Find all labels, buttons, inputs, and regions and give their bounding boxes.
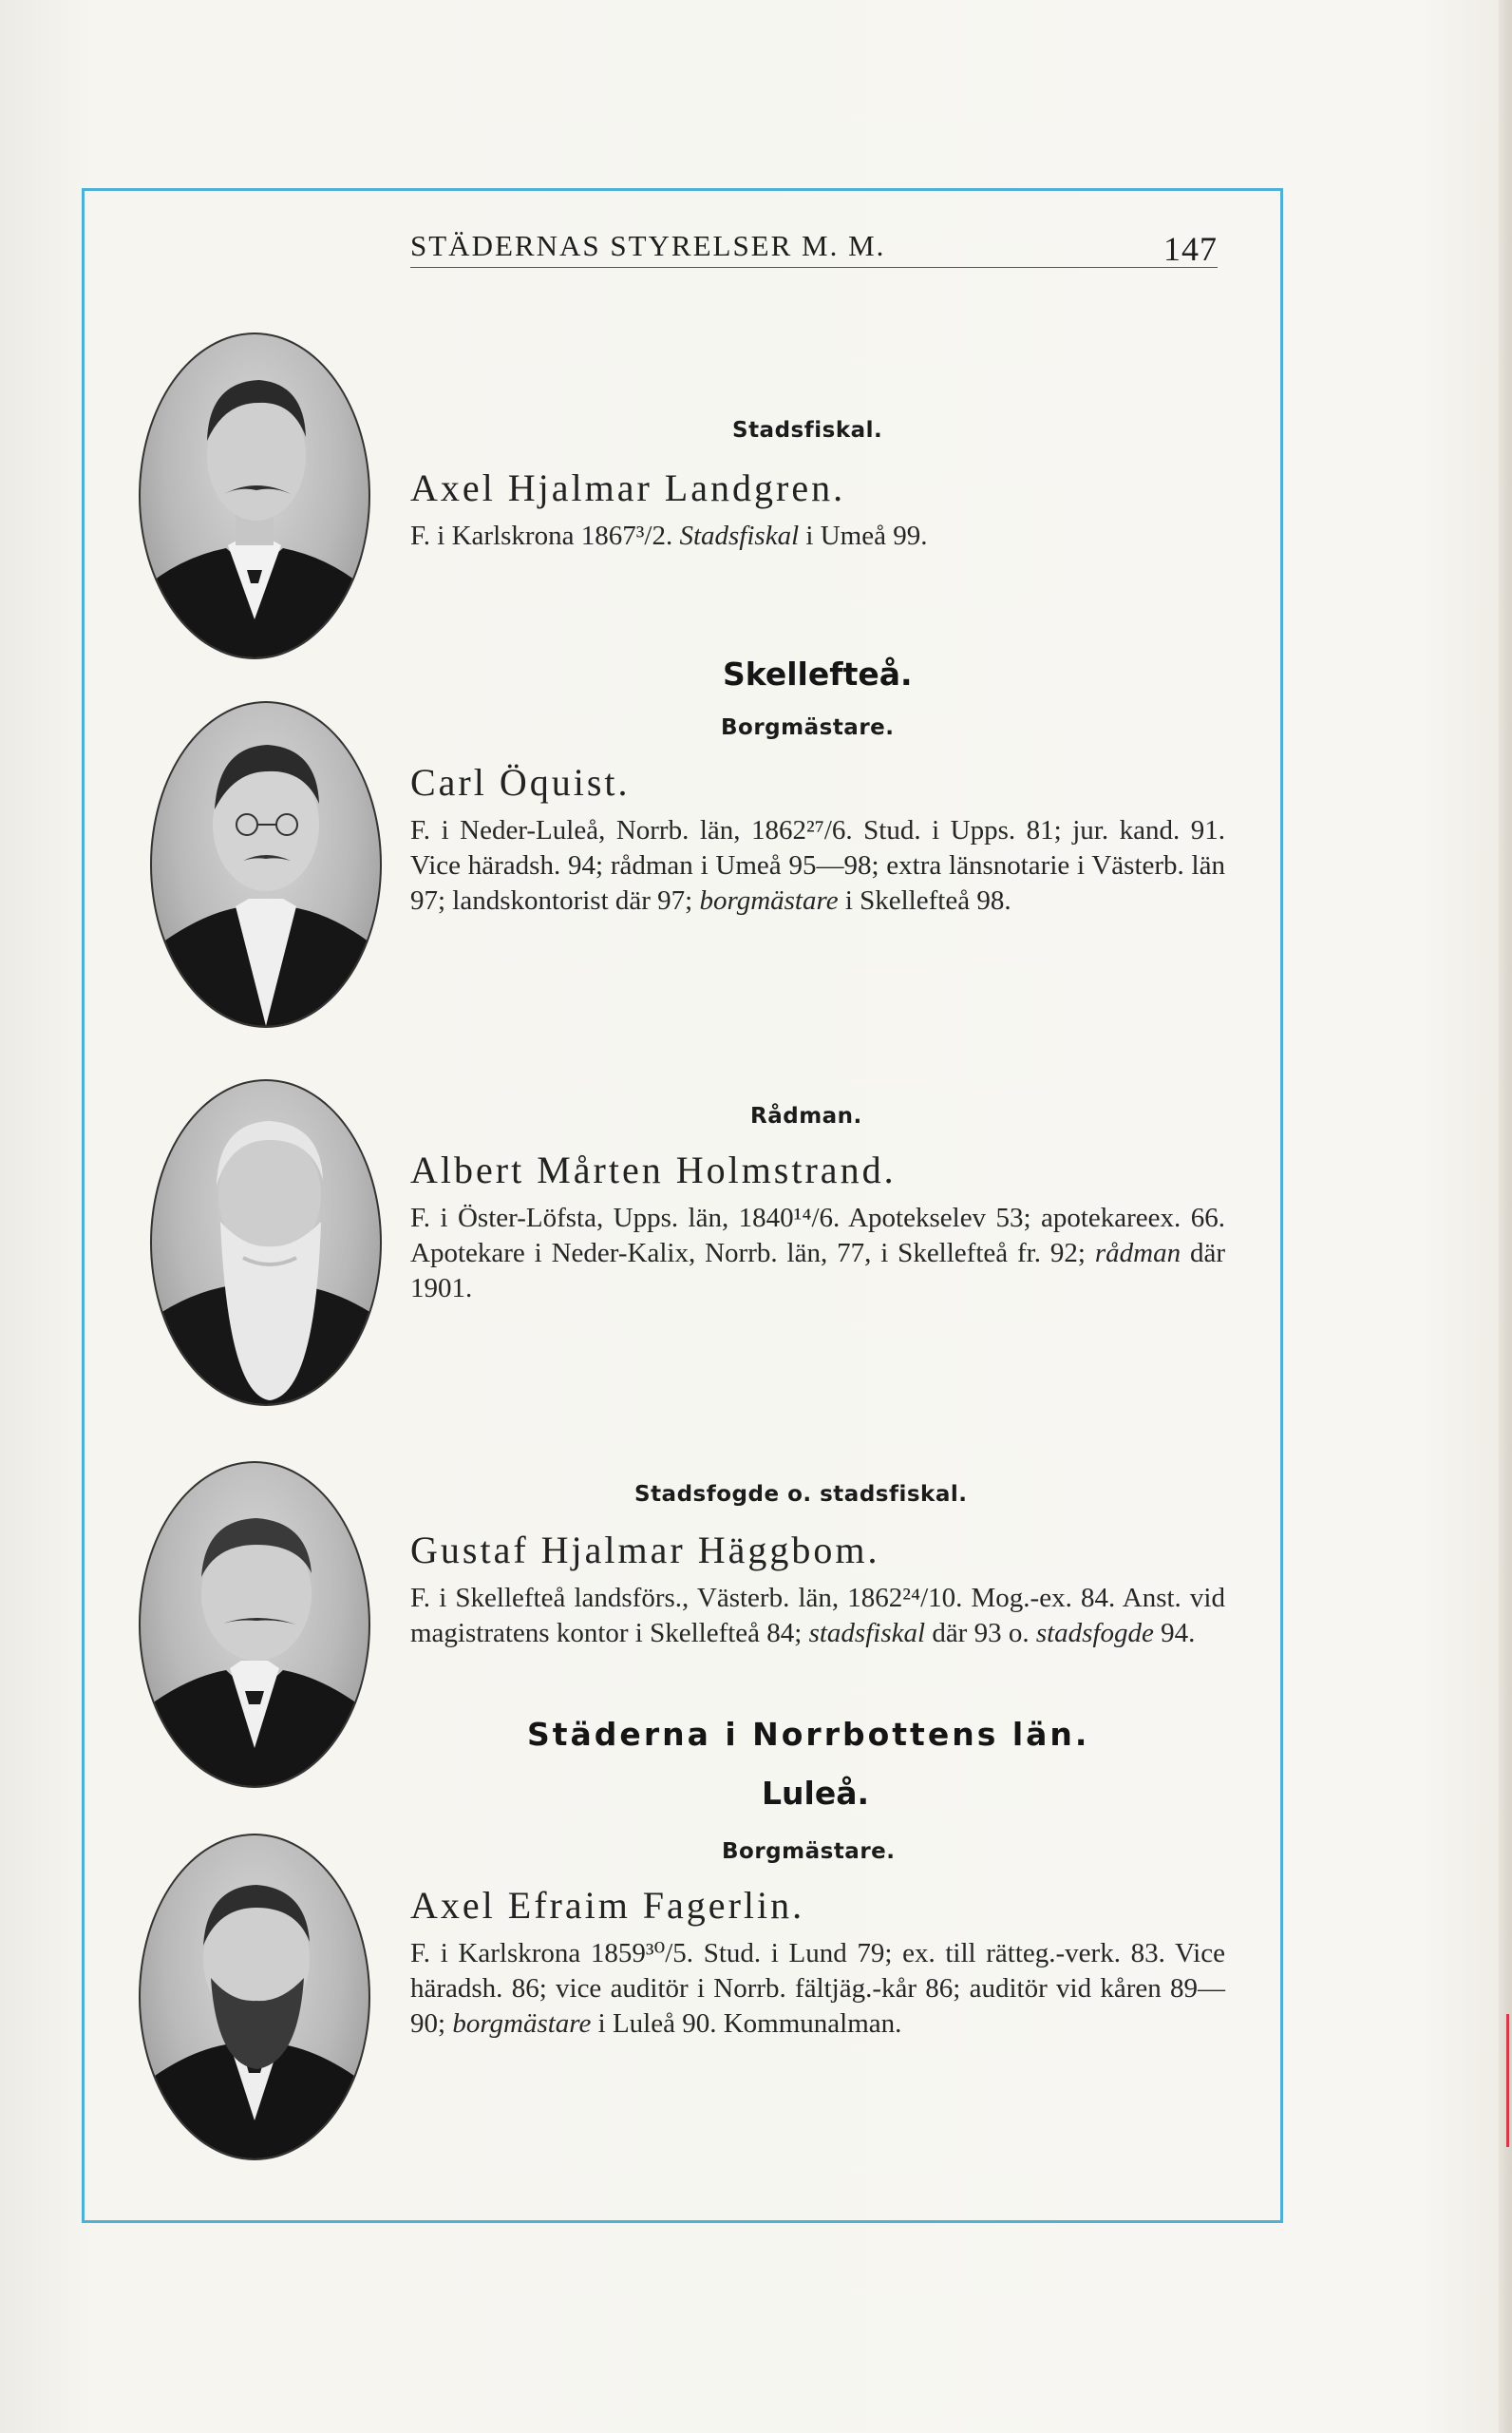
page-edge [1499, 0, 1512, 2433]
portrait-holmstrand [150, 1079, 382, 1406]
bio-text: i Umeå 99. [799, 521, 928, 551]
biography [410, 1936, 1225, 2042]
person-name: Albert Mårten Holmstrand. [410, 1149, 897, 1191]
italic-term: stadsfogde [1035, 1618, 1154, 1648]
county-heading: Städerna i Norrbottens län. [527, 1716, 1090, 1753]
italic-term: borgmästare [452, 2008, 592, 2039]
portrait-landgren [139, 333, 370, 659]
role-label: Rådman. [750, 1104, 862, 1129]
bio-text: F. i Öster-Löfsta, Upps. län, 1840¹⁴/6. Apotekselev 53; apotekareex. 66. Apotekare i Neder-Kalix, Norrb. län, 77, i Skellefteå fr. 92; [410, 1203, 1225, 1268]
page-edge-mark [1506, 2014, 1509, 2147]
bio-text: i Luleå 90. Kommunalman. [591, 2008, 902, 2039]
portrait-haggbom [139, 1461, 370, 1788]
italic-term: rådman [1094, 1238, 1181, 1268]
bio-text: F. i Skellefteå landsförs., Västerb. län, 1862²⁴/10. Mog.-ex. 84. Anst. vid magistratens kontor i Skellefteå 84; [410, 1583, 1225, 1648]
person-name: Axel Efraim Fagerlin. [410, 1884, 805, 1927]
biography [410, 519, 1225, 554]
section-heading: Luleå. [762, 1775, 870, 1812]
bio-text: där 1901. [410, 1238, 1226, 1303]
italic-term: Stadsfiskal [679, 521, 800, 551]
bio-text: F. i Karlskrona 1859³⁰/5. Stud. i Lund 79; ex. till rätteg.-verk. 83. Vice häradsh. 86; vice auditör i Norrb. fältjäg.-kår 86; auditör vid kåren 89—90; [410, 1938, 1225, 2039]
running-head [410, 229, 1218, 268]
bio-text: F. i Karlskrona 1867³/2. [410, 521, 680, 551]
running-head-title: STÄDERNAS STYRELSER M. M. [410, 229, 886, 262]
biography [410, 1581, 1225, 1651]
bio-text: där 93 o. [925, 1618, 1036, 1648]
biography [410, 813, 1225, 919]
role-label: Borgmästare. [722, 1839, 896, 1864]
bio-text: F. i Neder-Luleå, Norrb. län, 1862²⁷/6. Stud. i Upps. 81; jur. kand. 91. Vice häradsh. 94; rådman i Umeå 95—98; extra länsnotarie i Västerb. län 97; landskontorist där 97; [410, 815, 1225, 916]
italic-term: borgmästare [699, 885, 839, 916]
section-heading: Skellefteå. [723, 656, 913, 693]
bio-text: i Skellefteå 98. [838, 885, 1011, 916]
person-name: Carl Öquist. [410, 761, 631, 804]
italic-term: stadsfiskal [808, 1618, 926, 1648]
person-name: Axel Hjalmar Landgren. [410, 466, 846, 509]
bio-text: 94. [1153, 1618, 1196, 1648]
biography [410, 1201, 1225, 1306]
page-number: 147 [1163, 230, 1218, 268]
role-label: Borgmästare. [721, 715, 895, 740]
person-name: Gustaf Hjalmar Häggbom. [410, 1529, 880, 1571]
role-label: Stadsfogde o. stadsfiskal. [634, 1482, 968, 1507]
role-label: Stadsfiskal. [732, 418, 883, 443]
portrait-oquist [150, 701, 382, 1028]
portrait-fagerlin [139, 1834, 370, 2160]
